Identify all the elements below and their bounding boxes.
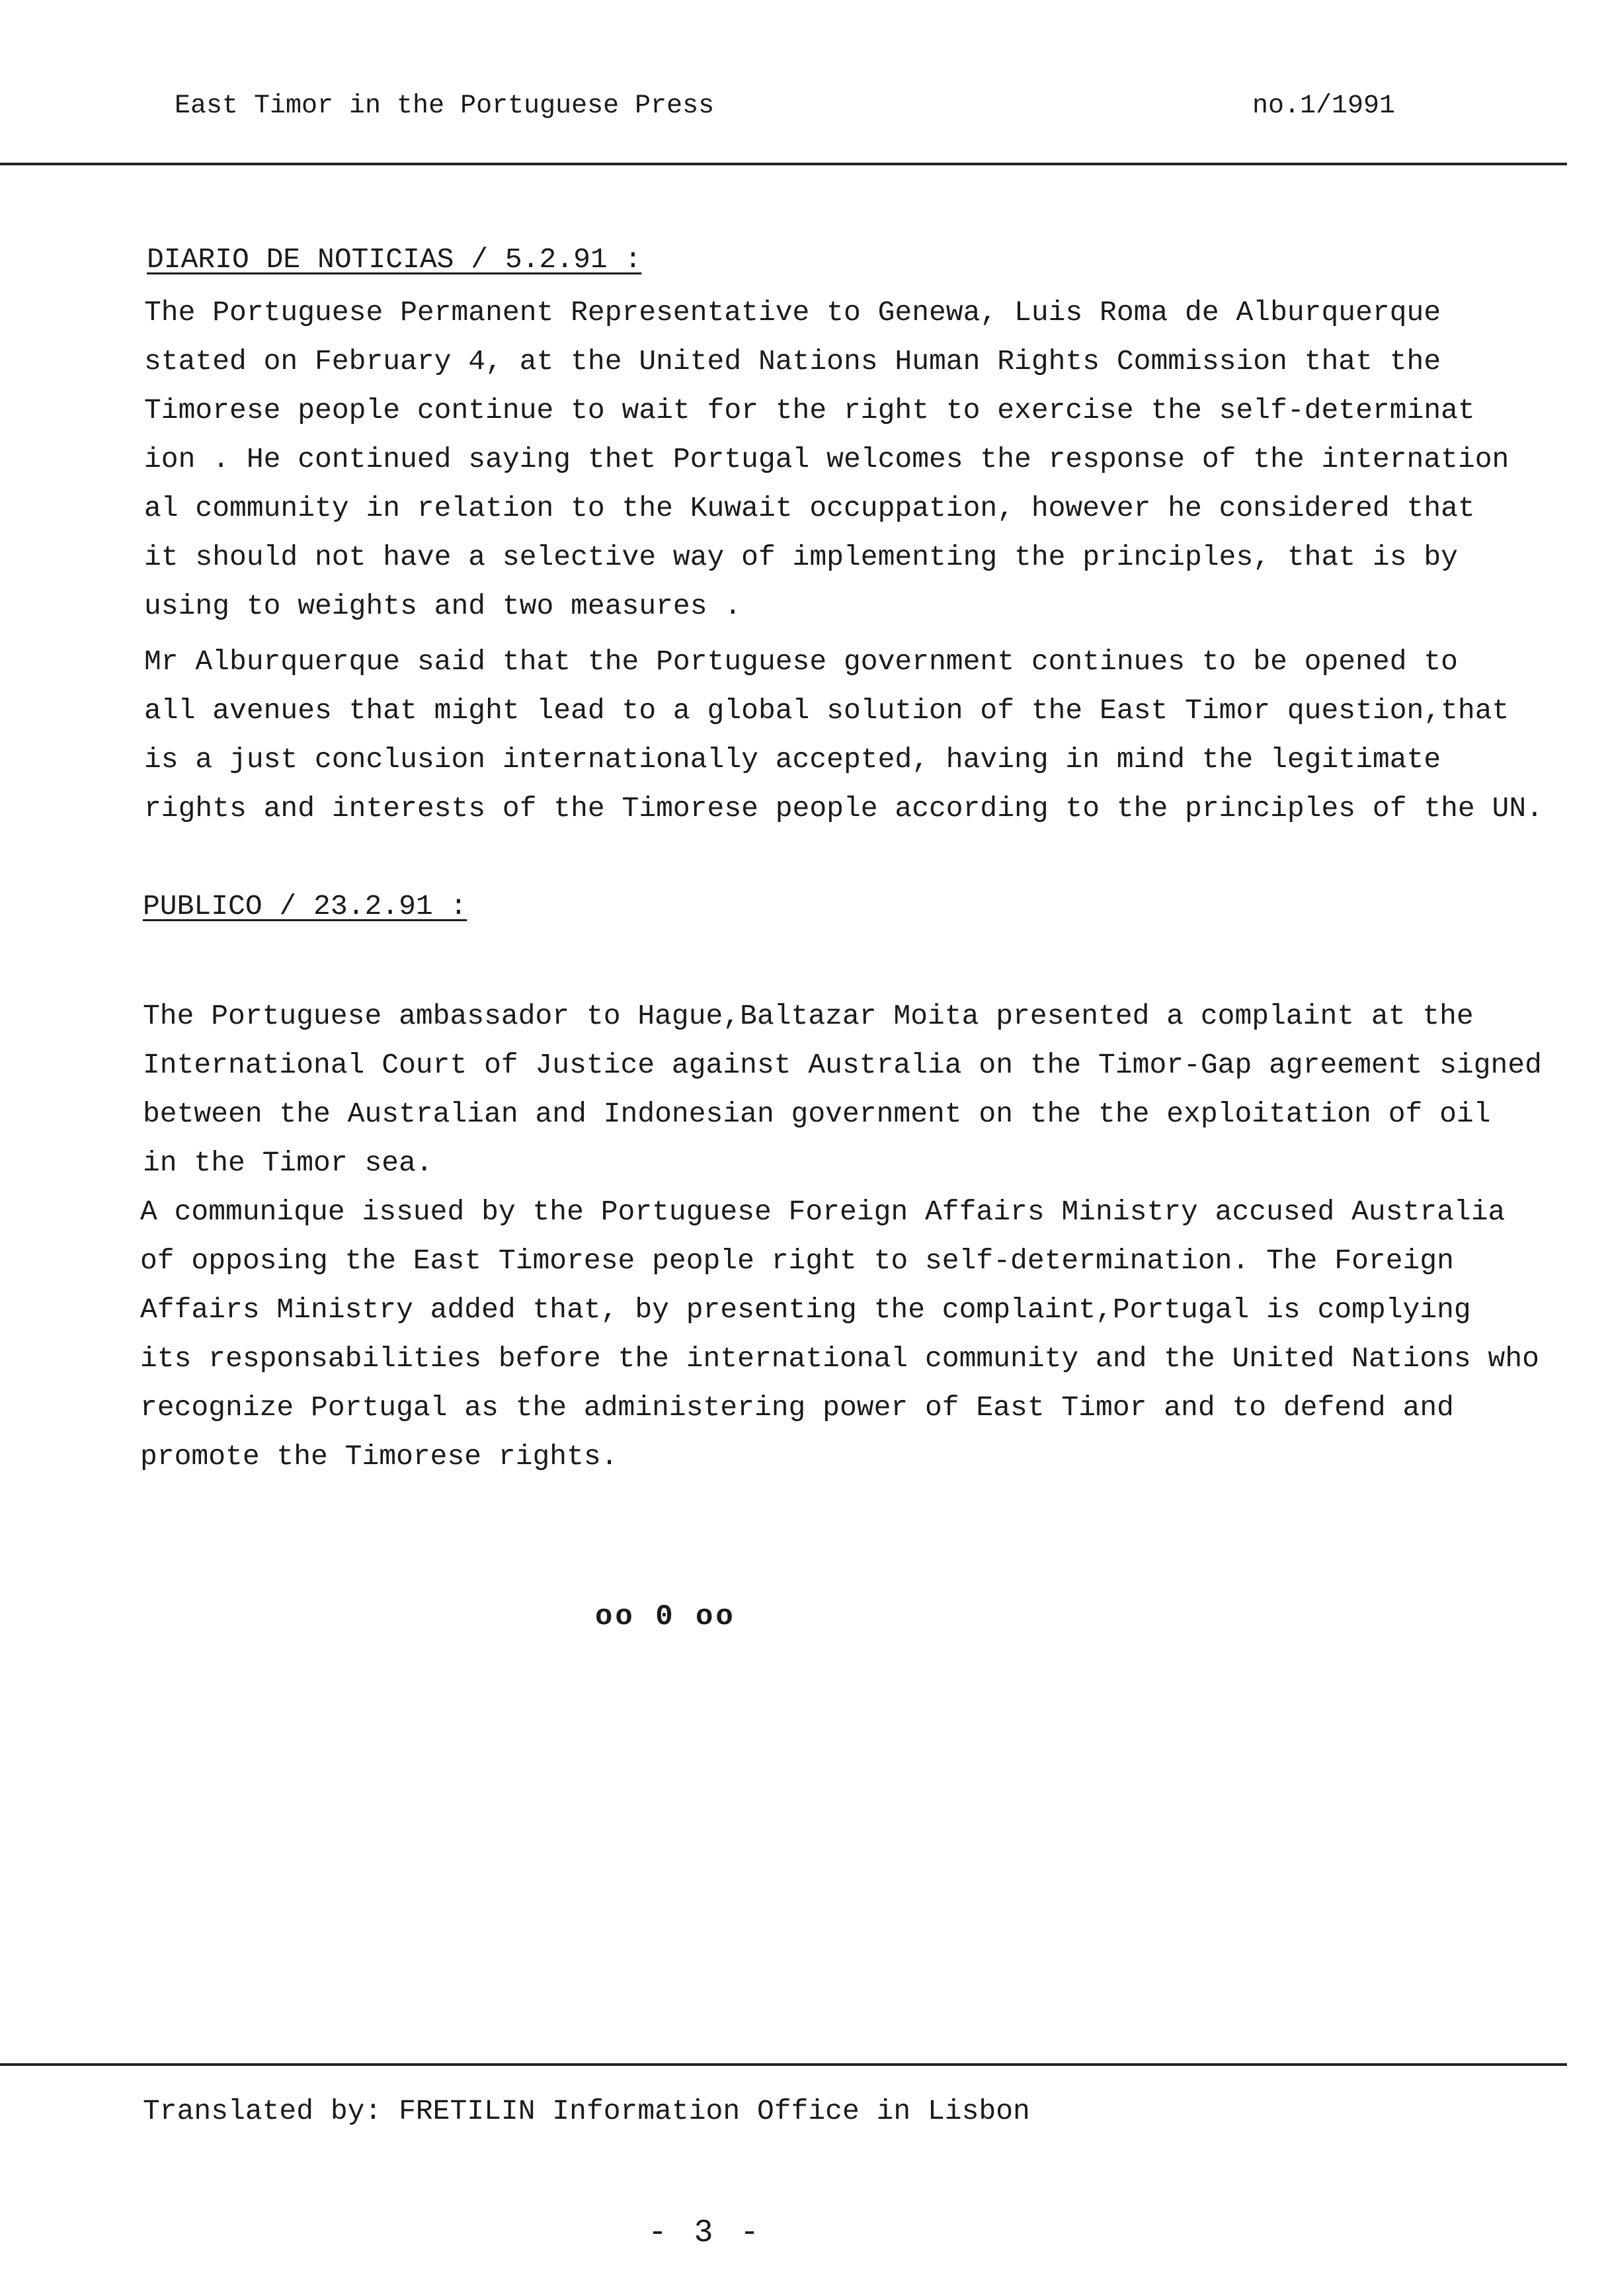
- article-paragraph: [140, 1188, 1539, 1481]
- text-line: ion . He continued saying thet Portugal welcomes the response of the internation: [144, 443, 1509, 475]
- text-line: The Portuguese ambassador to Hague,Baltazar Moita presented a complaint at the: [143, 1000, 1474, 1032]
- text-line: is a just conclusion internationally accepted, having in mind the legitimate: [144, 743, 1441, 776]
- text-line: A communique issued by the Portuguese Foreign Affairs Ministry accused Australia: [140, 1196, 1506, 1228]
- translation-credit: Translated by: FRETILIN Information Office in Lisbon: [143, 2095, 1030, 2127]
- text-line: al community in relation to the Kuwait occuppation, however he considered that: [144, 492, 1475, 524]
- footer-rule: [0, 2063, 1567, 2066]
- text-line: in the Timor sea.: [143, 1147, 433, 1179]
- header-rule: [0, 163, 1567, 165]
- text-line: Timorese people continue to wait for the right to exercise the self-determinat: [144, 394, 1475, 427]
- text-line: between the Australian and Indonesian government on the the exploitation of oil: [143, 1098, 1491, 1130]
- text-line: it should not have a selective way of implementing the principles, that is by: [144, 541, 1458, 573]
- article-paragraph: [144, 637, 1543, 833]
- article-paragraph: [143, 992, 1542, 1188]
- text-line: using to weights and two measures .: [144, 590, 742, 622]
- section-heading-diario: DIARIO DE NOTICIAS / 5.2.91 :: [147, 243, 642, 276]
- text-line: Mr Alburquerque said that the Portuguese government continues to be opened to: [144, 645, 1458, 678]
- text-line: International Court of Justice against Australia on the Timor-Gap agreement signed: [143, 1049, 1542, 1081]
- text-line: recognize Portugal as the administering power of East Timor and to defend and: [140, 1391, 1454, 1424]
- text-line: promote the Timorese rights.: [140, 1440, 618, 1473]
- text-line: Affairs Ministry added that, by presenting the complaint,Portugal is complying: [140, 1293, 1471, 1326]
- text-line: of opposing the East Timorese people right to self-determination. The Foreign: [140, 1245, 1454, 1277]
- text-line: all avenues that might lead to a global solution of the East Timor question,that: [144, 694, 1509, 727]
- issue-number: no.1/1991: [1252, 91, 1396, 121]
- header-title: East Timor in the Portuguese Press: [175, 91, 715, 121]
- page-number: - 3 -: [648, 2215, 764, 2251]
- text-line: rights and interests of the Timorese people according to the principles of the UN.: [144, 792, 1543, 825]
- article-paragraph: [144, 288, 1509, 631]
- section-separator: oo 0 oo: [595, 1600, 736, 1633]
- text-line: The Portuguese Permanent Representative to Genewa, Luis Roma de Alburquerque: [144, 296, 1441, 329]
- section-heading-publico: PUBLICO / 23.2.91 :: [143, 890, 467, 922]
- text-line: its responsabilities before the international community and the United Nations who: [140, 1342, 1539, 1375]
- text-line: stated on February 4, at the United Nations Human Rights Commission that the: [144, 345, 1441, 378]
